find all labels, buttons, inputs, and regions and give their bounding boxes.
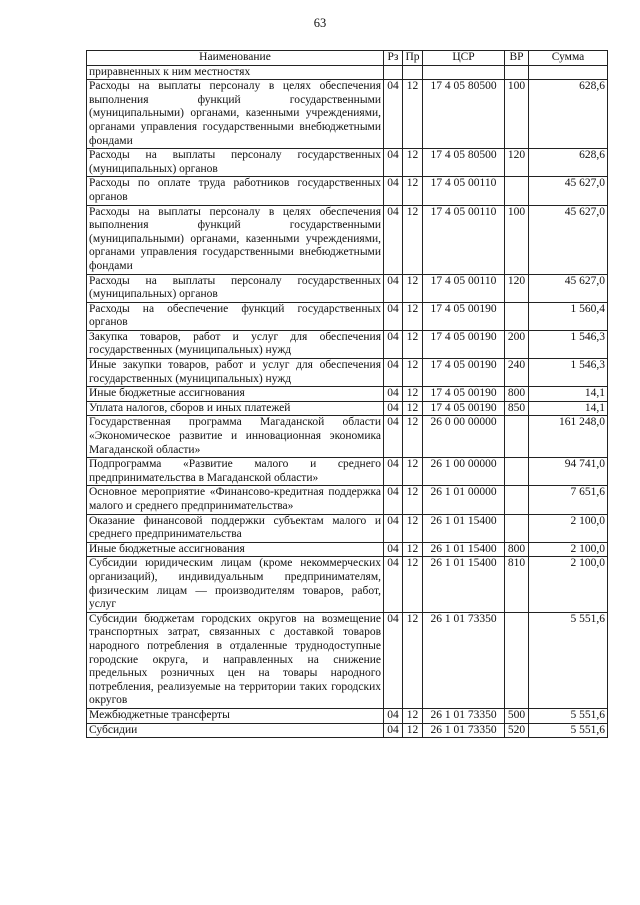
row-vr-cell: 240	[505, 359, 529, 387]
row-name-cell: Расходы на обеспечение функций государственных органов	[87, 302, 384, 330]
row-sum-cell: 14,1	[529, 401, 608, 416]
table-header-row	[87, 51, 608, 66]
table-row	[87, 514, 608, 542]
row-pr-cell: 12	[403, 416, 423, 458]
row-rz-cell: 04	[384, 514, 403, 542]
row-sum-cell: 45 627,0	[529, 205, 608, 274]
row-sum-cell: 94 741,0	[529, 458, 608, 486]
row-pr-cell: 12	[403, 612, 423, 708]
row-pr-cell: 12	[403, 514, 423, 542]
row-vr-cell: 100	[505, 80, 529, 149]
row-pr-cell: 12	[403, 723, 423, 738]
row-rz-cell: 04	[384, 723, 403, 738]
column-header-pr: Пр	[403, 51, 423, 66]
row-vr-cell	[505, 302, 529, 330]
row-name-cell: Расходы на выплаты персоналу государственных (муниципальных) органов	[87, 149, 384, 177]
row-name-cell: Закупка товаров, работ и услуг для обеспечения государственных (муниципальных) нужд	[87, 330, 384, 358]
row-vr-cell: 200	[505, 330, 529, 358]
row-name-cell: Расходы на выплаты персоналу в целях обеспечения выполнения функций государственными (муниципальными) органами, казенными учреждениями, органами управления государственными внебюджетными фондами	[87, 205, 384, 274]
row-rz-cell: 04	[384, 274, 403, 302]
row-sum-cell: 5 551,6	[529, 612, 608, 708]
table-row	[87, 205, 608, 274]
row-name-cell: Государственная программа Магаданской области «Экономическое развитие и инновационная экономика Магаданской области»	[87, 416, 384, 458]
row-rz-cell: 04	[384, 177, 403, 205]
row-vr-cell: 120	[505, 149, 529, 177]
row-sum-cell: 45 627,0	[529, 177, 608, 205]
row-csr-cell: 17 4 05 00110	[423, 205, 505, 274]
row-rz-cell: 04	[384, 80, 403, 149]
row-csr-cell: 26 1 01 15400	[423, 542, 505, 557]
row-name-cell: Иные закупки товаров, работ и услуг для обеспечения государственных (муниципальных) нужд	[87, 359, 384, 387]
table-row	[87, 149, 608, 177]
table-row	[87, 401, 608, 416]
row-name-cell: Оказание финансовой поддержки субъектам малого и среднего предпринимательства	[87, 514, 384, 542]
row-vr-cell: 500	[505, 708, 529, 723]
table-row	[87, 387, 608, 402]
budget-table	[86, 50, 608, 738]
row-sum-cell: 2 100,0	[529, 542, 608, 557]
row-csr-cell: 17 4 05 00190	[423, 387, 505, 402]
row-pr-cell: 12	[403, 149, 423, 177]
row-name-cell: Иные бюджетные ассигнования	[87, 387, 384, 402]
row-sum-cell: 628,6	[529, 149, 608, 177]
row-sum-cell: 1 546,3	[529, 330, 608, 358]
row-pr-cell: 12	[403, 359, 423, 387]
row-vr-cell: 520	[505, 723, 529, 738]
row-rz-cell: 04	[384, 612, 403, 708]
column-header-csr: ЦСР	[423, 51, 505, 66]
row-rz-cell: 04	[384, 359, 403, 387]
row-pr-cell: 12	[403, 387, 423, 402]
table-body	[87, 65, 608, 738]
row-name-cell: Субсидии юридическим лицам (кроме некоммерческих организаций), индивидуальным предпринимателям, физическим лицам — производителям товаров, работ, услуг	[87, 557, 384, 612]
row-vr-cell	[505, 514, 529, 542]
row-rz-cell: 04	[384, 458, 403, 486]
row-name-cell: Уплата налогов, сборов и иных платежей	[87, 401, 384, 416]
row-vr-cell	[505, 416, 529, 458]
row-rz-cell: 04	[384, 486, 403, 514]
row-vr-cell	[505, 65, 529, 80]
row-vr-cell	[505, 612, 529, 708]
row-csr-cell: 26 1 01 00000	[423, 486, 505, 514]
row-name-cell: приравненных к ним местностях	[87, 65, 384, 80]
row-rz-cell: 04	[384, 401, 403, 416]
row-rz-cell: 04	[384, 205, 403, 274]
row-vr-cell: 120	[505, 274, 529, 302]
row-rz-cell: 04	[384, 302, 403, 330]
row-sum-cell: 7 651,6	[529, 486, 608, 514]
row-rz-cell: 04	[384, 557, 403, 612]
row-sum-cell: 1 560,4	[529, 302, 608, 330]
row-csr-cell: 26 1 01 15400	[423, 514, 505, 542]
row-sum-cell: 5 551,6	[529, 708, 608, 723]
row-pr-cell	[403, 65, 423, 80]
column-header-name: Наименование	[87, 51, 384, 66]
column-header-sum: Сумма	[529, 51, 608, 66]
row-csr-cell: 17 4 05 00190	[423, 401, 505, 416]
row-vr-cell	[505, 177, 529, 205]
row-name-cell: Расходы на выплаты персоналу государственных (муниципальных) органов	[87, 274, 384, 302]
table-row	[87, 80, 608, 149]
row-rz-cell: 04	[384, 387, 403, 402]
row-sum-cell: 14,1	[529, 387, 608, 402]
row-vr-cell: 810	[505, 557, 529, 612]
table-row	[87, 557, 608, 612]
row-name-cell: Субсидии бюджетам городских округов на возмещение транспортных затрат, связанных с доставкой товаров народного потребления в отдаленные труднодоступные городские округа, и направленных на снижение предельных розничных цен на товары народного потребления, реализуемые на территории таких городских округов	[87, 612, 384, 708]
row-csr-cell: 26 1 01 73350	[423, 708, 505, 723]
table-row	[87, 458, 608, 486]
table-row	[87, 330, 608, 358]
row-csr-cell: 17 4 05 80500	[423, 149, 505, 177]
row-sum-cell: 161 248,0	[529, 416, 608, 458]
row-sum-cell: 1 546,3	[529, 359, 608, 387]
row-vr-cell: 800	[505, 542, 529, 557]
row-pr-cell: 12	[403, 542, 423, 557]
table-row	[87, 416, 608, 458]
row-pr-cell: 12	[403, 302, 423, 330]
row-pr-cell: 12	[403, 401, 423, 416]
row-sum-cell: 45 627,0	[529, 274, 608, 302]
row-vr-cell: 850	[505, 401, 529, 416]
row-csr-cell	[423, 65, 505, 80]
row-name-cell: Расходы по оплате труда работников государственных органов	[87, 177, 384, 205]
row-pr-cell: 12	[403, 486, 423, 514]
page-number: 63	[313, 16, 327, 30]
row-csr-cell: 17 4 05 00190	[423, 302, 505, 330]
row-pr-cell: 12	[403, 708, 423, 723]
table-row	[87, 302, 608, 330]
table-row	[87, 359, 608, 387]
row-pr-cell: 12	[403, 330, 423, 358]
column-header-rz: Рз	[384, 51, 403, 66]
row-name-cell: Иные бюджетные ассигнования	[87, 542, 384, 557]
row-sum-cell: 2 100,0	[529, 514, 608, 542]
row-pr-cell: 12	[403, 80, 423, 149]
row-pr-cell: 12	[403, 458, 423, 486]
row-name-cell: Субсидии	[87, 723, 384, 738]
row-pr-cell: 12	[403, 177, 423, 205]
row-rz-cell: 04	[384, 149, 403, 177]
table-row	[87, 177, 608, 205]
row-rz-cell: 04	[384, 416, 403, 458]
column-header-vr: ВР	[505, 51, 529, 66]
table-row	[87, 65, 608, 80]
row-csr-cell: 17 4 05 80500	[423, 80, 505, 149]
row-csr-cell: 17 4 05 00110	[423, 274, 505, 302]
table-row	[87, 274, 608, 302]
row-csr-cell: 17 4 05 00110	[423, 177, 505, 205]
table-row	[87, 612, 608, 708]
row-csr-cell: 26 1 00 00000	[423, 458, 505, 486]
row-pr-cell: 12	[403, 205, 423, 274]
row-vr-cell	[505, 486, 529, 514]
row-vr-cell: 800	[505, 387, 529, 402]
row-name-cell: Расходы на выплаты персоналу в целях обеспечения выполнения функций государственными (муниципальными) органами, казенными учреждениями, органами управления государственными внебюджетными фондами	[87, 80, 384, 149]
row-name-cell: Межбюджетные трансферты	[87, 708, 384, 723]
row-vr-cell	[505, 458, 529, 486]
row-pr-cell: 12	[403, 557, 423, 612]
table-row	[87, 542, 608, 557]
row-sum-cell: 628,6	[529, 80, 608, 149]
row-rz-cell: 04	[384, 330, 403, 358]
row-csr-cell: 17 4 05 00190	[423, 330, 505, 358]
table-row	[87, 486, 608, 514]
row-csr-cell: 26 1 01 73350	[423, 612, 505, 708]
row-rz-cell	[384, 65, 403, 80]
row-csr-cell: 17 4 05 00190	[423, 359, 505, 387]
row-sum-cell: 2 100,0	[529, 557, 608, 612]
row-rz-cell: 04	[384, 708, 403, 723]
row-name-cell: Подпрограмма «Развитие малого и среднего предпринимательства в Магаданской области»	[87, 458, 384, 486]
row-rz-cell: 04	[384, 542, 403, 557]
row-name-cell: Основное мероприятие «Финансово-кредитная поддержка малого и среднего предпринимательства»	[87, 486, 384, 514]
row-csr-cell: 26 1 01 15400	[423, 557, 505, 612]
table-row	[87, 723, 608, 738]
row-csr-cell: 26 1 01 73350	[423, 723, 505, 738]
row-vr-cell: 100	[505, 205, 529, 274]
row-csr-cell: 26 0 00 00000	[423, 416, 505, 458]
row-sum-cell	[529, 65, 608, 80]
row-sum-cell: 5 551,6	[529, 723, 608, 738]
row-pr-cell: 12	[403, 274, 423, 302]
table-row	[87, 708, 608, 723]
